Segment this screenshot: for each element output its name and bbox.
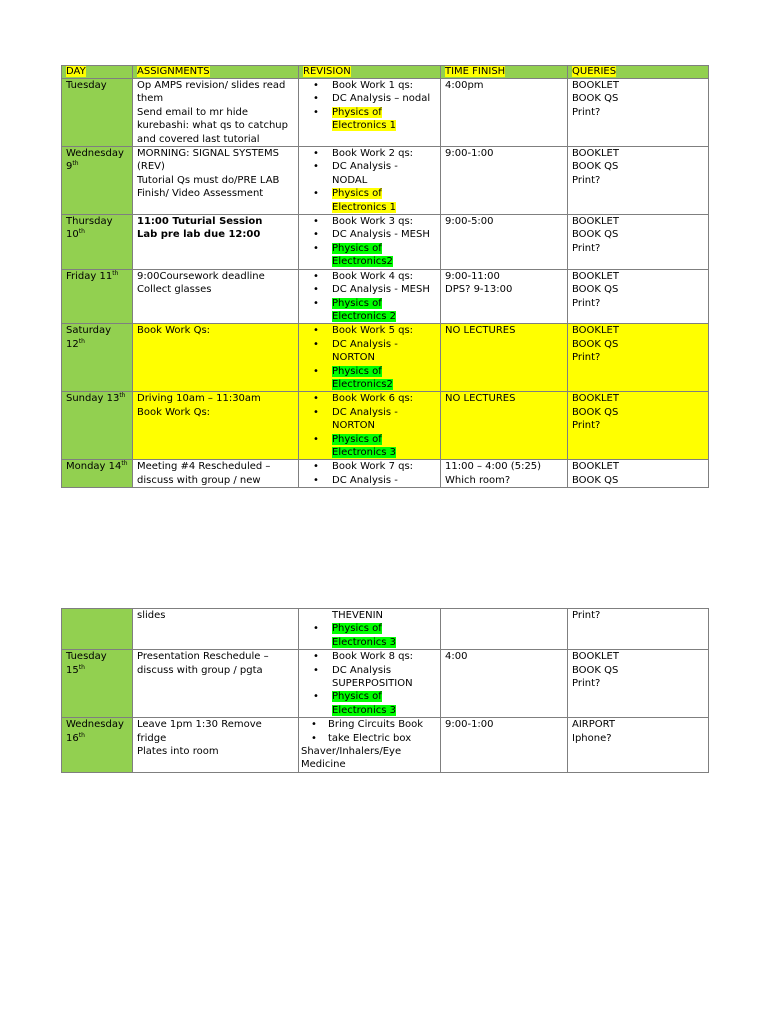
table-row <box>62 392 709 460</box>
schedule-table-page1 <box>61 65 709 488</box>
assignments-cell: MORNING: SIGNAL SYSTEMS (REV) Tutorial Qs must do/PRE LAB Finish/ Video Assessment <box>133 147 299 215</box>
time-cell: 4:00 <box>441 650 568 718</box>
day-cell: Saturday 12th <box>62 324 133 392</box>
time-cell: NO LECTURES <box>441 324 568 392</box>
header-row <box>62 66 709 79</box>
list-item: • Book Work 6 qs: <box>303 392 436 405</box>
day-cell: Friday 11th <box>62 269 133 324</box>
time-cell <box>441 609 568 650</box>
time-cell: 9:00-5:00 <box>441 215 568 270</box>
assignments-cell: 9:00Coursework deadline Collect glasses <box>133 269 299 324</box>
list-item: • Book Work 4 qs: <box>303 270 436 283</box>
time-cell: NO LECTURES <box>441 392 568 460</box>
list-item: • DC Analysis - NORTON <box>303 338 436 365</box>
revision-cell <box>299 650 441 718</box>
revision-cell <box>299 79 441 147</box>
day-cell: Sunday 13th <box>62 392 133 460</box>
list-item: • Physics of Electronics2 <box>303 242 436 269</box>
assignments-cell: slides <box>133 609 299 650</box>
day-cell: Tuesday 15th <box>62 650 133 718</box>
queries-cell: Print? <box>568 609 709 650</box>
table-row <box>62 269 709 324</box>
header-queries: QUERIES <box>568 66 709 79</box>
day-cell: Wednesday 16th <box>62 718 133 773</box>
table-row <box>62 324 709 392</box>
list-item: • take Electric box <box>301 732 436 745</box>
list-item: • DC Analysis - <box>303 474 436 487</box>
queries-cell: BOOKLET BOOK QS Print? <box>568 79 709 147</box>
revision-cell: THEVENIN • Physics of Electronics 3 <box>299 609 441 650</box>
table-row <box>62 147 709 215</box>
list-item: • Physics of Electronics 3 <box>303 433 436 460</box>
queries-cell: BOOKLET BOOK QS Print? <box>568 650 709 718</box>
time-cell: 9:00-1:00 <box>441 147 568 215</box>
time-cell: 9:00-11:00 DPS? 9-13:00 <box>441 269 568 324</box>
queries-cell: BOOKLET BOOK QS Print? <box>568 392 709 460</box>
revision-cell <box>299 460 441 488</box>
header-time-finish: TIME FINISH <box>441 66 568 79</box>
assignments-cell: Book Work Qs: <box>133 324 299 392</box>
day-cell: Tuesday <box>62 79 133 147</box>
list-item: • DC Analysis - NODAL <box>303 160 436 187</box>
day-cell <box>62 609 133 650</box>
assignments-cell: Presentation Reschedule – discuss with group / pgta <box>133 650 299 718</box>
queries-cell: BOOKLET BOOK QS Print? <box>568 269 709 324</box>
list-item: • DC Analysis - MESH <box>303 283 436 296</box>
schedule-table-page2 <box>61 608 709 773</box>
table-row <box>62 215 709 270</box>
table-row <box>62 609 709 650</box>
list-item: • Physics of Electronics 3 <box>303 622 436 649</box>
table-row <box>62 650 709 718</box>
list-item: • Book Work 8 qs: <box>303 650 436 663</box>
assignments-cell: Driving 10am – 11:30am Book Work Qs: <box>133 392 299 460</box>
list-item: • Physics of Electronics 1 <box>303 187 436 214</box>
list-item: • Bring Circuits Book <box>301 718 436 731</box>
revision-cell <box>299 269 441 324</box>
list-item: • Book Work 5 qs: <box>303 324 436 337</box>
revision-cell <box>299 392 441 460</box>
queries-cell: AIRPORT Iphone? <box>568 718 709 773</box>
list-item: • DC Analysis – nodal <box>303 92 436 105</box>
day-cell: Monday 14th <box>62 460 133 488</box>
assignments-cell: Meeting #4 Rescheduled – discuss with group / new <box>133 460 299 488</box>
list-item: • Physics of Electronics2 <box>303 365 436 392</box>
list-item: • DC Analysis - MESH <box>303 228 436 241</box>
queries-cell: BOOKLET BOOK QS Print? <box>568 324 709 392</box>
revision-cell <box>299 324 441 392</box>
time-cell: 4:00pm <box>441 79 568 147</box>
list-item: • Book Work 2 qs: <box>303 147 436 160</box>
list-item: • Book Work 1 qs: <box>303 79 436 92</box>
assignments-cell: 11:00 Tuturial Session Lab pre lab due 12:00 <box>133 215 299 270</box>
header-assignments: ASSIGNMENTS <box>133 66 299 79</box>
day-cell: Wednesday 9th <box>62 147 133 215</box>
list-item: • DC Analysis SUPERPOSITION <box>303 664 436 691</box>
day-cell: Thursday 10th <box>62 215 133 270</box>
time-cell: 11:00 – 4:00 (5:25) Which room? <box>441 460 568 488</box>
header-revision: REVISION <box>299 66 441 79</box>
assignments-cell: Op AMPS revision/ slides read them Send email to mr hide kurebashi: what qs to catchup and covered last tutorial <box>133 79 299 147</box>
assignments-cell: Leave 1pm 1:30 Remove fridge Plates into room <box>133 718 299 773</box>
queries-cell: BOOKLET BOOK QS Print? <box>568 215 709 270</box>
revision-cell <box>299 215 441 270</box>
time-cell: 9:00-1:00 <box>441 718 568 773</box>
header-day: DAY <box>62 66 133 79</box>
revision-cell: • Bring Circuits Book • take Electric box Shaver/Inhalers/Eye Medicine <box>299 718 441 773</box>
queries-cell: BOOKLET BOOK QS <box>568 460 709 488</box>
revision-cell <box>299 147 441 215</box>
table-row <box>62 460 709 488</box>
list-item: • Book Work 7 qs: <box>303 460 436 473</box>
list-item: • Physics of Electronics 3 <box>303 690 436 717</box>
queries-cell: BOOKLET BOOK QS Print? <box>568 147 709 215</box>
list-item: • DC Analysis - NORTON <box>303 406 436 433</box>
list-item: • Physics of Electronics 1 <box>303 106 436 133</box>
list-item: • Physics of Electronics 2 <box>303 297 436 324</box>
table-row <box>62 79 709 147</box>
table-row <box>62 718 709 773</box>
list-item: • Book Work 3 qs: <box>303 215 436 228</box>
